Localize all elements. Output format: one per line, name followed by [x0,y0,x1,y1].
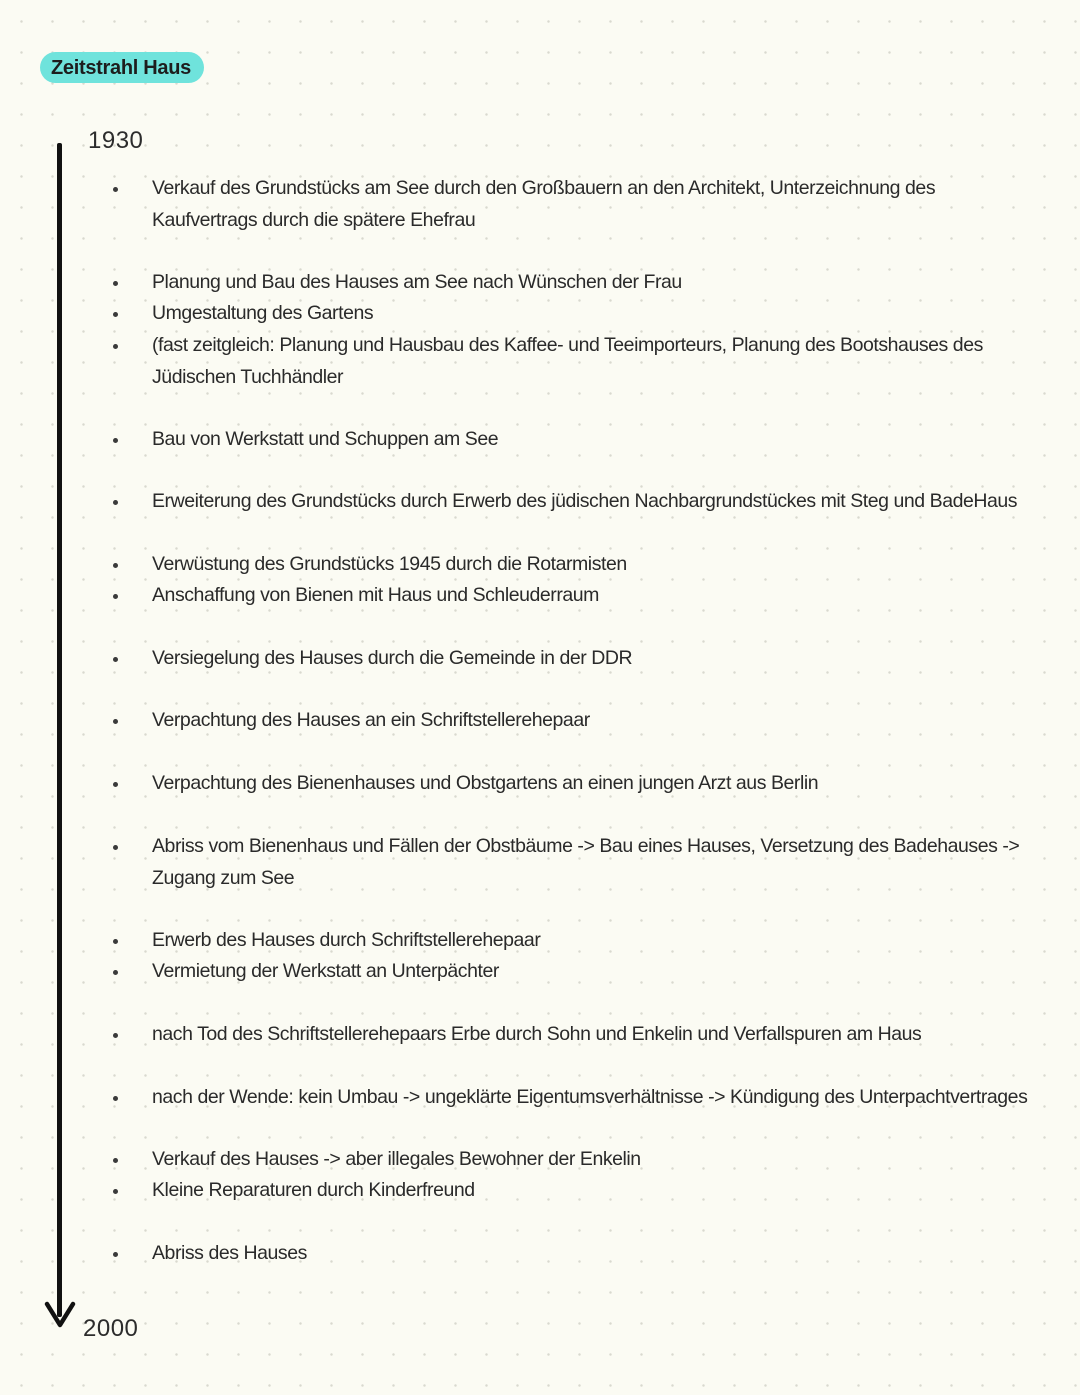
timeline-entry [152,1175,475,1207]
entry-line: nach Tod des Schriftstellerehepaars Erbe durch Sohn und Enkelin und Verfallspuren am Haus [152,1023,922,1045]
bullet-marker [113,1096,118,1101]
entry-line: Verpachtung des Hauses an ein Schriftstellerehepaar [152,709,590,731]
timeline-start-year: 1930 [88,127,144,154]
timeline-entry [152,267,682,299]
bullet-marker [113,845,118,850]
entry-line: Vermietung der Werkstatt an Unterpächter [152,960,499,982]
timeline-entry [152,330,983,393]
bullet-marker [113,281,118,286]
bullet-marker [113,344,118,349]
timeline-arrow-down-icon [44,1300,76,1330]
bullet-marker [113,438,118,443]
timeline-entry [152,298,373,330]
timeline-entry [152,925,540,957]
timeline-axis [57,143,62,1317]
timeline-entry [152,580,599,612]
bullet-marker [113,187,118,192]
timeline-entry [152,424,498,456]
bullet-marker [113,312,118,317]
timeline-entry [152,1238,307,1270]
entry-line: Jüdischen Tuchhändler [152,365,344,388]
entry-line: Abriss des Hauses [152,1242,307,1264]
bullet-marker [113,782,118,787]
entry-line: Planung und Bau des Hauses am See nach Wünschen der Frau [152,271,682,293]
timeline-entry [152,1144,641,1176]
bullet-marker [113,594,118,599]
entry-line: Abriss vom Bienenhaus und Fällen der Obstbäume -> Bau eines Hauses, Versetzung des Badehauses -> [152,835,1020,857]
timeline-entry [152,1019,921,1051]
bullet-marker [113,719,118,724]
bullet-marker [113,1252,118,1257]
entry-line: Anschaffung von Bienen mit Haus und Schleuderraum [152,584,599,606]
entry-line: Kleine Reparaturen durch Kinderfreund [152,1179,475,1201]
entry-line: Verpachtung des Bienenhauses und Obstgartens an einen jungen Arzt aus Berlin [152,772,819,794]
timeline-entry [152,173,935,236]
entry-line: Bau von Werkstatt und Schuppen am See [152,428,499,450]
timeline-entry [152,486,1017,518]
entry-line: nach der Wende: kein Umbau -> ungeklärte Eigentumsverhältnisse -> Kündigung des Unterpachtvertrages [152,1086,1028,1108]
bullet-marker [113,1189,118,1194]
entry-line: Verkauf des Grundstücks am See durch den Großbauern an den Architekt, Unterzeichnung des [152,177,936,199]
entry-line: Kaufvertrags durch die spätere Ehefrau [152,208,476,231]
entry-line: Versiegelung des Hauses durch die Gemeinde in der DDR [152,647,633,669]
timeline-entry [152,549,627,581]
entry-line: Verkauf des Hauses -> aber illegales Bewohner der Enkelin [152,1148,641,1170]
bullet-marker [113,970,118,975]
timeline-entry [152,643,632,675]
timeline-entry [152,768,818,800]
entry-line: Erweiterung des Grundstücks durch Erwerb des jüdischen Nachbargrundstückes mit Steg und BadeHaus [152,490,1018,512]
bullet-marker [113,1158,118,1163]
bullet-marker [113,500,118,505]
page-title: Zeitstrahl Haus [40,52,204,83]
entry-line: (fast zeitgleich: Planung und Hausbau des Kaffee- und Teeimporteurs, Planung des Bootshauses des [152,334,983,356]
entry-line: Verwüstung des Grundstücks 1945 durch die Rotarmisten [152,553,627,575]
entry-line: Erwerb des Hauses durch Schriftstellerehepaar [152,929,541,951]
bullet-marker [113,939,118,944]
timeline-entry [152,1082,1027,1114]
timeline-entry [152,956,499,988]
bullet-marker [113,657,118,662]
timeline-entry [152,705,590,737]
entry-line: Zugang zum See [152,866,295,889]
timeline-end-year: 2000 [83,1315,139,1342]
bullet-marker [113,1033,118,1038]
bullet-marker [113,563,118,568]
entry-line: Umgestaltung des Gartens [152,302,374,324]
timeline-entry [152,831,1019,894]
